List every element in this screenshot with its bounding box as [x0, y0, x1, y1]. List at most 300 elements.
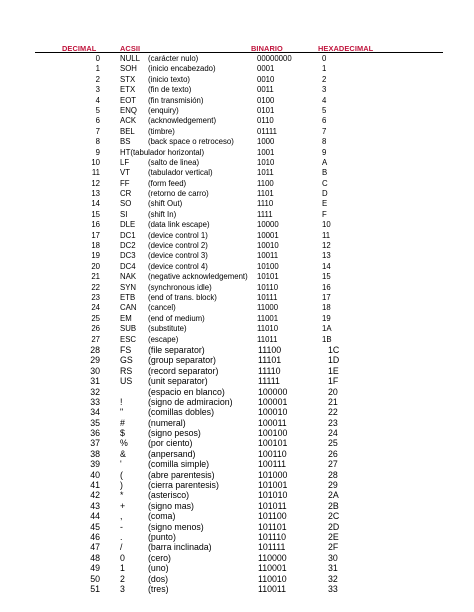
table-row	[0, 158, 474, 168]
description-cell: (shift In)	[148, 209, 177, 219]
hex-cell: 25	[328, 438, 338, 449]
ascii-symbol-cell: SI	[120, 209, 128, 219]
description-cell: (cancel)	[148, 303, 176, 313]
description-cell: (substitute)	[148, 324, 187, 334]
hex-cell: C	[322, 178, 328, 188]
table-row	[0, 293, 474, 303]
hex-cell: 1B	[322, 334, 332, 344]
decimal-cell: 10	[91, 157, 100, 167]
description-cell: (comilla simple)	[148, 459, 210, 470]
decimal-cell: 11	[91, 168, 100, 178]
ascii-symbol-cell: 1	[120, 563, 125, 574]
table-row	[0, 231, 474, 241]
hex-cell: 2	[322, 74, 327, 84]
binary-cell: 11010	[257, 324, 279, 334]
table-row	[0, 428, 474, 438]
ascii-symbol-cell: NAK	[120, 272, 137, 282]
ascii-symbol-cell: RS	[120, 365, 133, 376]
ascii-symbol-cell: ETX	[120, 85, 136, 95]
binary-cell: 101000	[258, 469, 288, 480]
decimal-cell: 38	[90, 448, 100, 459]
description-cell: (unit separator)	[148, 376, 208, 387]
hex-cell: 1C	[328, 344, 340, 355]
ascii-symbol-cell: 3	[120, 583, 125, 594]
table-row	[0, 251, 474, 261]
ascii-symbol-cell: "	[120, 407, 124, 418]
table-row	[0, 418, 474, 428]
ascii-symbol-cell: -	[120, 521, 123, 532]
table-row	[0, 85, 474, 95]
ascii-symbol-cell: ENQ	[120, 105, 137, 115]
table-row	[0, 522, 474, 532]
table-row	[0, 324, 474, 334]
description-cell: (device control 3)	[148, 251, 208, 261]
binary-cell: 100101	[258, 438, 288, 449]
hex-cell: 6	[322, 116, 327, 126]
decimal-cell: 24	[91, 303, 100, 313]
table-row	[0, 272, 474, 282]
hex-cell: 14	[322, 261, 331, 271]
binary-cell: 1001	[257, 147, 275, 157]
table-row	[0, 137, 474, 147]
decimal-cell: 0	[95, 54, 100, 63]
hex-cell: 1D	[328, 355, 340, 366]
hex-cell: 12	[322, 241, 331, 251]
ascii-symbol-cell: HT(tabulador horizontal)	[120, 147, 205, 157]
table-row	[0, 438, 474, 448]
binary-cell: 11110	[258, 365, 281, 376]
table-row	[0, 179, 474, 189]
decimal-cell: 15	[91, 209, 100, 219]
hex-cell: 28	[328, 469, 338, 480]
table-row	[0, 480, 474, 490]
hex-cell: 1F	[328, 376, 339, 387]
binary-cell: 11101	[258, 355, 282, 366]
hex-cell: 20	[328, 386, 338, 397]
description-cell: (end of medium)	[148, 313, 205, 323]
table-row	[0, 75, 474, 85]
description-cell: (por ciento)	[148, 438, 193, 449]
table-row	[0, 553, 474, 563]
table-row	[0, 262, 474, 272]
decimal-cell: 46	[90, 531, 100, 542]
hex-cell: B	[322, 168, 328, 178]
decimal-cell: 16	[91, 220, 100, 230]
hex-cell: 3	[322, 85, 327, 95]
description-cell: (inicio texto)	[148, 74, 191, 84]
hex-cell: 29	[328, 480, 338, 491]
ascii-symbol-cell: ,	[120, 511, 123, 522]
binary-cell: 1000	[257, 137, 275, 147]
hex-cell: 4	[322, 95, 327, 105]
ascii-symbol-cell: ETB	[120, 292, 136, 302]
ascii-symbol-cell: GS	[120, 355, 133, 366]
binary-cell: 101111	[258, 542, 286, 553]
table-row	[0, 387, 474, 397]
decimal-cell: 51	[90, 583, 100, 594]
hex-cell: 1A	[322, 324, 332, 334]
decimal-cell: 50	[90, 573, 100, 584]
hex-cell: 27	[328, 459, 338, 470]
description-cell: (acknowledgement)	[148, 116, 217, 126]
table-row	[0, 376, 474, 386]
table-row	[0, 210, 474, 220]
decimal-cell: 37	[90, 438, 100, 449]
ascii-symbol-cell: FF	[120, 178, 130, 188]
ascii-symbol-cell: CR	[120, 189, 132, 199]
ascii-symbol-cell: &	[120, 448, 126, 459]
table-row	[0, 449, 474, 459]
decimal-cell: 9	[95, 147, 100, 157]
binary-cell: 1111	[257, 209, 273, 219]
decimal-cell: 22	[91, 282, 100, 292]
description-cell: (enquiry)	[148, 105, 179, 115]
decimal-cell: 21	[91, 272, 100, 282]
decimal-cell: 43	[90, 500, 100, 511]
binary-cell: 1100	[257, 178, 274, 188]
hex-cell: 13	[322, 251, 331, 261]
table-row	[0, 459, 474, 469]
hex-cell: 0	[322, 54, 327, 63]
binary-cell: 10000	[257, 220, 279, 230]
binary-cell: 100001	[258, 396, 288, 407]
decimal-cell: 7	[95, 126, 100, 136]
hex-cell: 1	[322, 64, 327, 74]
description-cell: (dos)	[148, 573, 169, 584]
hex-cell: 2F	[328, 542, 339, 553]
decimal-cell: 45	[90, 521, 100, 532]
description-cell: (synchronous idle)	[148, 282, 212, 292]
hex-cell: 1E	[328, 365, 339, 376]
decimal-cell: 44	[90, 511, 100, 522]
binary-cell: 100111	[258, 459, 287, 470]
binary-cell: 110011	[258, 583, 287, 594]
decimal-cell: 33	[90, 396, 100, 407]
decimal-cell: 48	[90, 552, 100, 563]
ascii-symbol-cell: DLE	[120, 220, 136, 230]
hex-cell: 2D	[328, 521, 340, 532]
table-row	[0, 335, 474, 345]
hex-cell: 16	[322, 282, 331, 292]
binary-cell: 110000	[258, 552, 287, 563]
table-row	[0, 148, 474, 158]
binary-cell: 10101	[257, 272, 279, 282]
ascii-symbol-cell: 0	[120, 552, 125, 563]
description-cell: (inicio encabezado)	[148, 64, 216, 74]
table-row	[0, 563, 474, 573]
table-row	[0, 314, 474, 324]
binary-cell: 0100	[257, 95, 275, 105]
description-cell: (retorno de carro)	[148, 189, 209, 199]
decimal-cell: 25	[91, 313, 100, 323]
table-row	[0, 116, 474, 126]
description-cell: (salto de linea)	[148, 157, 200, 167]
hex-cell: 24	[328, 428, 338, 439]
description-cell: (anpersand)	[148, 448, 196, 459]
table-row	[0, 355, 474, 365]
binary-cell: 101110	[258, 531, 287, 542]
description-cell: (tres)	[148, 583, 169, 594]
table-row	[0, 64, 474, 74]
binary-cell: 110001	[258, 563, 287, 574]
binary-cell: 1110	[257, 199, 274, 209]
binary-cell: 100000	[258, 386, 288, 397]
ascii-symbol-cell: SYN	[120, 282, 137, 292]
description-cell: (data link escape)	[148, 220, 210, 230]
ascii-symbol-cell: %	[120, 438, 128, 449]
hex-cell: 7	[322, 126, 327, 136]
ascii-symbol-cell: $	[120, 428, 125, 439]
description-cell: (signo de admiracion)	[148, 396, 233, 407]
decimal-cell: 29	[90, 355, 100, 366]
decimal-cell: 49	[90, 563, 100, 574]
description-cell: (espacio en blanco)	[148, 386, 225, 397]
table-row	[0, 366, 474, 376]
hex-cell: 5	[322, 105, 327, 115]
description-cell: (device control 2)	[148, 241, 208, 251]
description-cell: (coma)	[148, 511, 176, 522]
ascii-symbol-cell: (	[120, 469, 123, 480]
description-cell: (uno)	[148, 563, 169, 574]
table-row	[0, 106, 474, 116]
decimal-cell: 26	[91, 324, 100, 334]
ascii-table-body	[0, 54, 474, 594]
ascii-symbol-cell: SOH	[120, 64, 137, 74]
binary-cell: 1101	[257, 189, 274, 199]
binary-cell: 10001	[257, 230, 279, 240]
decimal-cell: 14	[91, 199, 100, 209]
hex-cell: 23	[328, 417, 338, 428]
decimal-cell: 3	[95, 85, 100, 95]
decimal-cell: 19	[91, 251, 100, 261]
binary-cell: 10110	[257, 282, 279, 292]
table-row	[0, 584, 474, 594]
hex-cell: 2E	[328, 531, 339, 542]
ascii-symbol-cell: ESC	[120, 334, 137, 344]
ascii-symbol-cell: CAN	[120, 303, 137, 313]
binary-cell: 10011	[257, 251, 279, 261]
description-cell: (end of trans. block)	[148, 292, 217, 302]
hex-cell: 33	[328, 583, 338, 594]
decimal-cell: 23	[91, 292, 100, 302]
description-cell: (timbre)	[148, 126, 175, 136]
ascii-symbol-cell: DC1	[120, 230, 136, 240]
decimal-cell: 39	[90, 459, 100, 470]
description-cell: (numeral)	[148, 417, 186, 428]
ascii-symbol-cell: BEL	[120, 126, 135, 136]
table-row	[0, 283, 474, 293]
ascii-symbol-cell: SO	[120, 199, 132, 209]
description-cell: (signo menos)	[148, 521, 204, 532]
description-cell: (barra inclinada)	[148, 542, 212, 553]
decimal-cell: 41	[90, 480, 100, 491]
hex-cell: 2B	[328, 500, 339, 511]
description-cell: (carácter nulo)	[148, 54, 199, 63]
description-cell: (file separator)	[148, 344, 205, 355]
table-row	[0, 542, 474, 552]
ascii-symbol-cell: DC2	[120, 241, 136, 251]
table-row	[0, 220, 474, 230]
hex-cell: F	[322, 209, 327, 219]
binary-cell: 101100	[258, 511, 287, 522]
decimal-cell: 47	[90, 542, 100, 553]
ascii-symbol-cell: US	[120, 376, 133, 387]
binary-cell: 1010	[257, 157, 275, 167]
binary-cell: 100100	[258, 428, 288, 439]
hex-cell: 32	[328, 573, 338, 584]
ascii-symbol-cell: 2	[120, 573, 125, 584]
hex-cell: 21	[328, 396, 338, 407]
decimal-cell: 34	[90, 407, 100, 418]
binary-cell: 100011	[258, 417, 287, 428]
decimal-cell: 8	[95, 137, 100, 147]
binary-cell: 00000000	[257, 54, 292, 63]
ascii-symbol-cell: .	[120, 531, 123, 542]
table-row	[0, 490, 474, 500]
table-row	[0, 189, 474, 199]
hex-cell: D	[322, 189, 328, 199]
binary-cell: 11111	[258, 376, 280, 387]
hex-cell: 22	[328, 407, 338, 418]
header-hex: HEXADECIMAL	[318, 44, 374, 53]
hex-cell: 9	[322, 147, 327, 157]
binary-cell: 100110	[258, 448, 287, 459]
description-cell: (form feed)	[148, 178, 187, 188]
description-cell: (fin de texto)	[148, 85, 192, 95]
hex-cell: 11	[322, 230, 331, 240]
description-cell: (tabulador vertical)	[148, 168, 213, 178]
binary-cell: 11011	[257, 334, 278, 344]
description-cell: (signo mas)	[148, 500, 194, 511]
binary-cell: 1011	[257, 168, 274, 178]
table-row	[0, 127, 474, 137]
description-cell: (device control 1)	[148, 230, 208, 240]
hex-cell: 8	[322, 137, 327, 147]
binary-cell: 11000	[257, 303, 279, 313]
binary-cell: 01111	[257, 126, 277, 136]
ascii-symbol-cell: +	[120, 500, 126, 511]
description-cell: (back space o retroceso)	[148, 137, 234, 147]
ascii-symbol-cell: *	[120, 490, 124, 501]
decimal-cell: 30	[90, 365, 100, 376]
description-cell: (fin transmisión)	[148, 95, 204, 105]
description-cell: (abre parentesis)	[148, 469, 215, 480]
decimal-cell: 5	[95, 105, 100, 115]
header-binary: BINARIO	[251, 44, 283, 53]
description-cell: (cierra parentesis)	[148, 480, 219, 491]
hex-cell: 2C	[328, 511, 340, 522]
table-row	[0, 532, 474, 542]
table-row	[0, 407, 474, 417]
decimal-cell: 35	[90, 417, 100, 428]
description-cell: (comillas dobles)	[148, 407, 214, 418]
table-row	[0, 241, 474, 251]
table-row	[0, 345, 474, 355]
decimal-cell: 42	[90, 490, 100, 501]
table-row	[0, 168, 474, 178]
ascii-symbol-cell: EM	[120, 313, 132, 323]
description-cell: (signo pesos)	[148, 428, 201, 439]
hex-cell: 31	[328, 563, 338, 574]
ascii-symbol-cell: DC3	[120, 251, 136, 261]
binary-cell: 0110	[257, 116, 274, 126]
decimal-cell: 4	[95, 95, 100, 105]
binary-cell: 101101	[258, 521, 287, 532]
hex-cell: 10	[322, 220, 331, 230]
description-cell: (group separator)	[148, 355, 216, 366]
binary-cell: 0010	[257, 74, 275, 84]
table-row	[0, 470, 474, 480]
table-row	[0, 574, 474, 584]
ascii-symbol-cell: EOT	[120, 95, 137, 105]
ascii-symbol-cell: )	[120, 480, 123, 491]
table-row	[0, 96, 474, 106]
decimal-cell: 2	[95, 74, 100, 84]
hex-cell: 30	[328, 552, 338, 563]
binary-cell: 10010	[257, 241, 279, 251]
description-cell: (punto)	[148, 531, 176, 542]
decimal-cell: 27	[91, 334, 100, 344]
decimal-cell: 32	[90, 386, 100, 397]
decimal-cell: 40	[90, 469, 100, 480]
hex-cell: 15	[322, 272, 331, 282]
ascii-symbol-cell: SUB	[120, 324, 137, 334]
ascii-symbol-cell: FS	[120, 344, 132, 355]
table-row	[0, 397, 474, 407]
binary-cell: 10100	[257, 261, 279, 271]
binary-cell: 100010	[258, 407, 288, 418]
hex-cell: 18	[322, 303, 331, 313]
header-ascii: ACSII	[120, 44, 141, 53]
table-row	[0, 199, 474, 209]
decimal-cell: 6	[95, 116, 100, 126]
hex-cell: 26	[328, 448, 338, 459]
description-cell: (cero)	[148, 552, 171, 563]
decimal-cell: 31	[90, 376, 100, 387]
description-cell: (negative acknowledgement)	[148, 272, 248, 282]
ascii-symbol-cell: LF	[120, 157, 130, 167]
binary-cell: 10111	[257, 292, 278, 302]
hex-cell: E	[322, 199, 328, 209]
binary-cell: 110010	[258, 573, 287, 584]
hex-cell: 17	[322, 292, 331, 302]
ascii-symbol-cell: DC4	[120, 261, 136, 271]
table-row	[0, 501, 474, 511]
decimal-cell: 20	[91, 261, 100, 271]
description-cell: (record separator)	[148, 365, 219, 376]
binary-cell: 0001	[257, 64, 275, 74]
hex-cell: 2A	[328, 490, 339, 501]
decimal-cell: 13	[91, 189, 100, 199]
ascii-symbol-cell: '	[120, 459, 122, 470]
decimal-cell: 17	[91, 230, 100, 240]
hex-cell: 19	[322, 313, 331, 323]
ascii-symbol-cell: ACK	[120, 116, 137, 126]
ascii-symbol-cell: VT	[120, 168, 130, 178]
hex-cell: A	[322, 157, 328, 167]
ascii-symbol-cell: NULL	[120, 54, 140, 63]
description-cell: (asterisco)	[148, 490, 190, 501]
header-underline	[35, 52, 443, 53]
ascii-symbol-cell: STX	[120, 74, 136, 84]
ascii-symbol-cell: BS	[120, 137, 131, 147]
table-row	[0, 511, 474, 521]
table-row	[0, 54, 474, 64]
header-decimal: DECIMAL	[62, 44, 97, 53]
ascii-symbol-cell: !	[120, 396, 123, 407]
description-cell: (device control 4)	[148, 261, 208, 271]
binary-cell: 0011	[257, 85, 274, 95]
